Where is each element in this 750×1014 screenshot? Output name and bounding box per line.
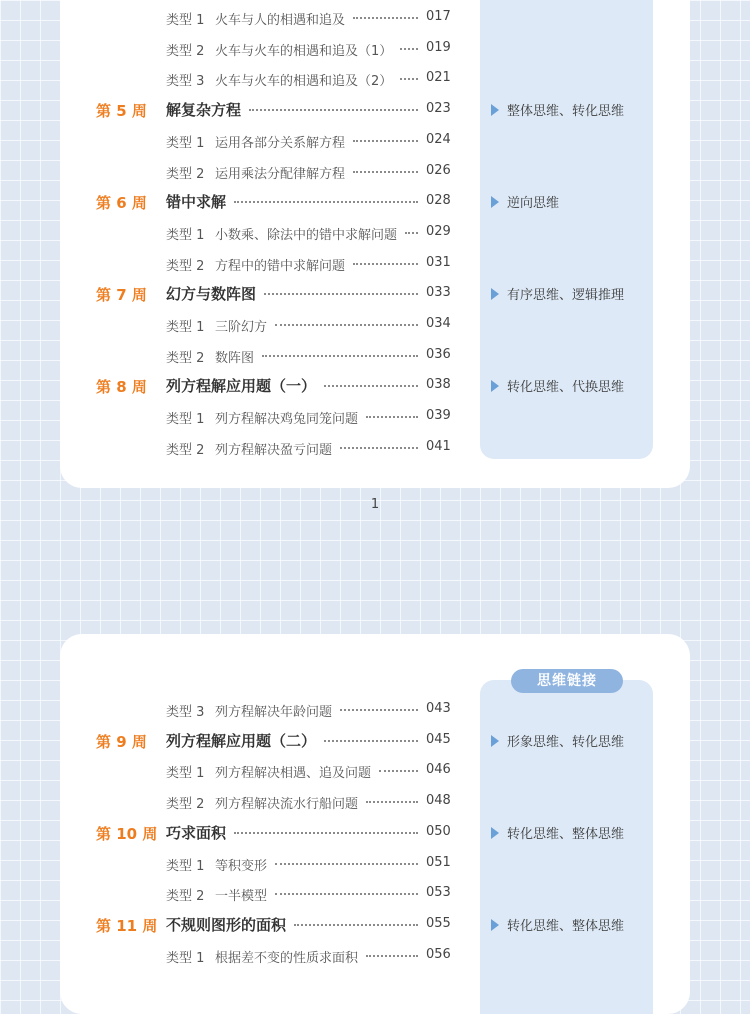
dot-leader [366, 955, 418, 957]
dot-leader [249, 109, 418, 111]
chapter-title: 解复杂方程 [166, 101, 242, 120]
type-label: 类型 1 [166, 227, 205, 243]
page-ref: 050 [426, 823, 451, 839]
toc-type-entry[interactable] [60, 944, 690, 968]
page-ref: 043 [426, 701, 451, 716]
page-ref: 033 [426, 285, 451, 301]
dot-leader [353, 171, 418, 173]
dot-leader [340, 447, 418, 449]
type-title: 数阵图 [215, 350, 255, 366]
toc-week-entry[interactable] [60, 821, 690, 845]
toc-type-entry[interactable] [60, 405, 690, 429]
type-label: 类型 2 [166, 258, 205, 274]
dot-leader [234, 832, 418, 834]
chapter-title: 巧求面积 [166, 823, 227, 842]
dot-leader [400, 48, 418, 50]
triangle-right-icon [491, 104, 499, 116]
thinking-method: 转化思维、整体思维 [491, 915, 624, 934]
triangle-right-icon [491, 919, 499, 931]
type-label: 类型 1 [166, 950, 205, 966]
toc-type-entry[interactable] [60, 790, 690, 814]
type-title: 方程中的错中求解问题 [215, 258, 346, 274]
type-label: 类型 1 [166, 135, 205, 151]
type-title: 火车与火车的相遇和追及（2） [215, 74, 393, 90]
toc-type-entry[interactable] [60, 852, 690, 876]
type-title: 列方程解决流水行船问题 [215, 797, 359, 813]
dot-leader [275, 893, 418, 895]
type-label: 类型 2 [166, 43, 205, 59]
type-title: 等积变形 [215, 858, 268, 874]
page-ref: 039 [426, 408, 451, 424]
toc-week-entry[interactable] [60, 190, 690, 214]
type-title: 运用各部分关系解方程 [215, 135, 346, 151]
toc-type-entry[interactable] [60, 344, 690, 368]
type-title: 三阶幻方 [215, 320, 268, 335]
toc-type-entry[interactable] [60, 436, 690, 460]
dot-leader [324, 385, 418, 387]
dot-leader [405, 232, 418, 234]
dot-leader [400, 78, 418, 80]
toc-type-entry[interactable] [60, 160, 690, 184]
type-title: 根据差不变的性质求面积 [215, 950, 359, 966]
type-title: 列方程解决相遇、追及问题 [215, 766, 372, 782]
page-ref: 036 [426, 346, 451, 362]
toc-week-entry[interactable] [60, 374, 690, 398]
triangle-right-icon [491, 288, 499, 300]
toc-week-entry[interactable] [60, 282, 690, 306]
type-title: 列方程解决盈亏问题 [215, 442, 333, 458]
type-label: 类型 1 [166, 858, 205, 874]
page-ref: 055 [426, 915, 451, 931]
chapter-title: 不规则图形的面积 [166, 915, 287, 934]
page-ref: 017 [426, 9, 451, 24]
page-ref: 024 [426, 131, 451, 147]
page-ref: 056 [426, 946, 451, 962]
dot-leader [353, 140, 418, 142]
toc-week-entry[interactable] [60, 729, 690, 753]
page-ref: 046 [426, 762, 451, 778]
thinking-method: 形象思维、转化思维 [491, 731, 624, 750]
page-ref: 028 [426, 193, 451, 209]
week-label: 第 6 周 [96, 194, 147, 213]
type-title: 列方程解决鸡兔同笼问题 [215, 412, 359, 428]
toc-type-entry[interactable] [60, 313, 690, 337]
toc-type-entry[interactable] [60, 252, 690, 276]
type-label: 类型 2 [166, 797, 205, 813]
type-label: 类型 1 [166, 13, 205, 28]
type-label: 类型 3 [166, 74, 205, 90]
week-label: 第 8 周 [96, 378, 147, 397]
type-label: 类型 2 [166, 889, 205, 905]
dot-leader [262, 355, 418, 357]
type-title: 列方程解决年龄问题 [215, 705, 333, 720]
dot-leader [353, 17, 418, 19]
thinking-method: 整体思维、转化思维 [491, 100, 624, 119]
type-label: 类型 2 [166, 442, 205, 458]
type-label: 类型 1 [166, 412, 205, 428]
week-label: 第 10 周 [96, 824, 158, 843]
dot-leader [234, 201, 418, 203]
type-label: 类型 1 [166, 766, 205, 782]
dot-leader [379, 770, 418, 772]
thinking-method: 有序思维、逻辑推理 [491, 284, 624, 303]
dot-leader [366, 801, 418, 803]
page-number: 1 [370, 497, 380, 512]
toc-type-entry[interactable] [60, 37, 690, 61]
toc-card-bottom [60, 634, 690, 1014]
type-label: 类型 2 [166, 350, 205, 366]
dot-leader [275, 863, 418, 865]
type-title: 火车与火车的相遇和追及（1） [215, 43, 393, 59]
page-ref: 041 [426, 438, 451, 454]
type-title: 运用乘法分配律解方程 [215, 166, 346, 182]
page-ref: 023 [426, 101, 451, 117]
triangle-right-icon [491, 196, 499, 208]
toc-type-entry[interactable] [60, 129, 690, 153]
thinking-link-tag: 思维链接 [511, 669, 623, 693]
type-label: 类型 2 [166, 166, 205, 182]
dot-leader [264, 293, 418, 295]
dot-leader [275, 324, 418, 326]
toc-type-entry[interactable] [60, 698, 690, 722]
type-title: 火车与人的相遇和追及 [215, 13, 346, 28]
dot-leader [294, 924, 418, 926]
toc-type-entry[interactable] [60, 882, 690, 906]
page-ref: 034 [426, 316, 451, 331]
page-ref: 045 [426, 731, 451, 747]
dot-leader [340, 709, 418, 711]
chapter-title: 列方程解应用题（一） [166, 377, 317, 396]
week-label: 第 7 周 [96, 286, 147, 305]
triangle-right-icon [491, 735, 499, 747]
type-label: 类型 1 [166, 320, 205, 335]
page-ref: 048 [426, 793, 451, 809]
dot-leader [353, 263, 418, 265]
triangle-right-icon [491, 380, 499, 392]
toc-type-entry[interactable] [60, 6, 690, 30]
chapter-title: 幻方与数阵图 [166, 285, 257, 304]
page-ref: 026 [426, 162, 451, 178]
page-ref: 053 [426, 885, 451, 901]
type-title: 一半模型 [215, 889, 268, 905]
toc-type-entry[interactable] [60, 759, 690, 783]
toc-type-entry[interactable] [60, 221, 690, 245]
page-ref: 051 [426, 854, 451, 870]
chapter-title: 列方程解应用题（二） [166, 731, 317, 750]
dot-leader [366, 416, 418, 418]
type-title: 小数乘、除法中的错中求解问题 [215, 227, 398, 243]
week-label: 第 5 周 [96, 102, 147, 121]
type-label: 类型 3 [166, 705, 205, 720]
page-ref: 031 [426, 254, 451, 270]
toc-week-entry[interactable] [60, 98, 690, 122]
week-label: 第 11 周 [96, 916, 158, 935]
thinking-method: 转化思维、代换思维 [491, 376, 624, 395]
chapter-title: 错中求解 [166, 193, 227, 212]
page-ref: 029 [426, 223, 451, 239]
page-ref: 038 [426, 377, 451, 393]
toc-card-top [60, 0, 690, 488]
thinking-method: 逆向思维 [491, 192, 559, 211]
dot-leader [324, 740, 418, 742]
triangle-right-icon [491, 827, 499, 839]
toc-type-entry[interactable] [60, 67, 690, 91]
thinking-method: 转化思维、整体思维 [491, 823, 624, 842]
week-label: 第 9 周 [96, 732, 147, 751]
page-ref: 021 [426, 70, 451, 86]
toc-week-entry[interactable] [60, 913, 690, 937]
page-ref: 019 [426, 39, 451, 55]
